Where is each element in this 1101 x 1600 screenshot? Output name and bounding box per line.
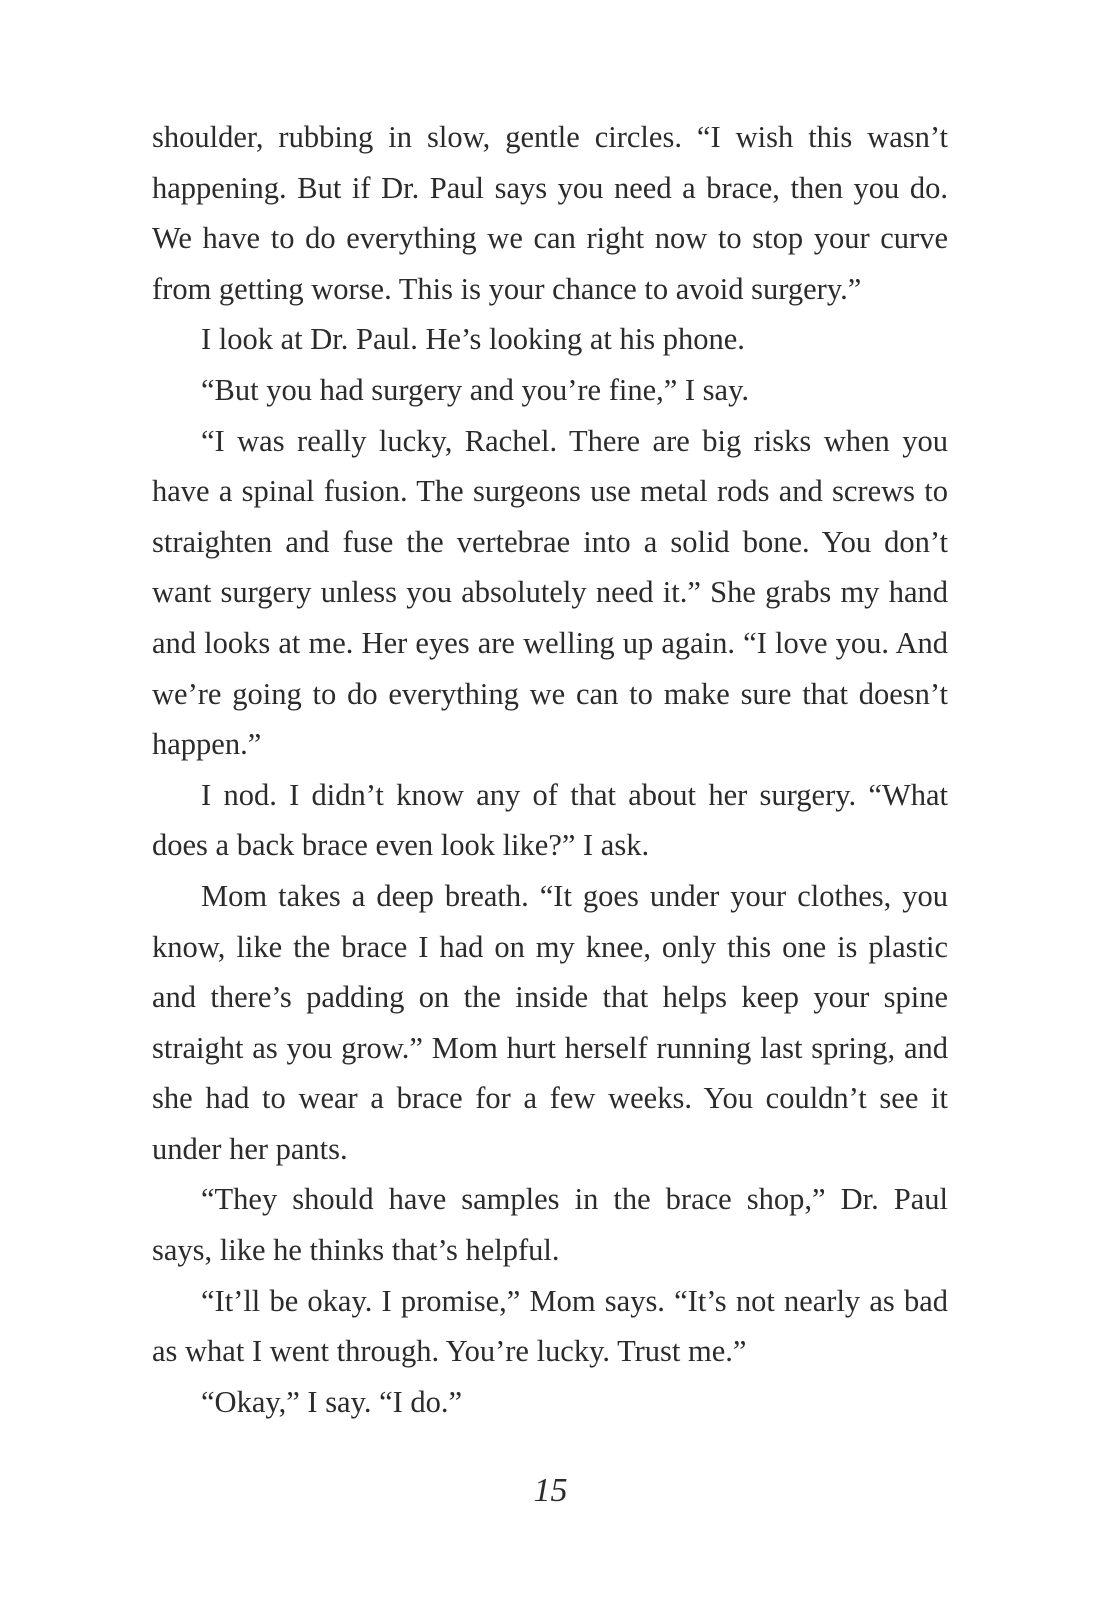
page-number: 15 [533, 1472, 568, 1509]
paragraph: “I was really lucky, Rachel. There are big risks when you have a spinal fusion. The surgeons use metal rods and screws to straighten and fuse the vertebrae into a solid bone. You don’t want surgery unless you absolutely need it.” She grabs my hand and looks at me. Her eyes are welling up again. “I love you. And we’re going to do everything we can to make sure that doesn’t happen.” [152, 423, 948, 762]
paragraph-continued: shoulder, rubbing in slow, gentle circles. “I wish this wasn’t happening. But if Dr. Paul says you need a brace, then you do. We have to do everything we can right now to stop your curve from getting worse. This is your chance to avoid surgery.” [152, 120, 948, 306]
body-text [152, 112, 948, 1427]
paragraph: I look at Dr. Paul. He’s looking at his phone. [201, 322, 745, 357]
paragraph: I nod. I didn’t know any of that about her surgery. “What does a back brace even look like?” I ask. [152, 777, 948, 863]
paragraph: “But you had surgery and you’re fine,” I say. [201, 372, 749, 407]
paragraph: “It’ll be okay. I promise,” Mom says. “It’s not nearly as bad as what I went through. You’re lucky. Trust me.” [152, 1283, 948, 1369]
paragraph: “Okay,” I say. “I do.” [201, 1384, 463, 1419]
paragraph: Mom takes a deep breath. “It goes under your clothes, you know, like the brace I had on my knee, only this one is plastic and there’s padding on the inside that helps keep your spine straight as you grow.” Mom hurt herself running last spring, and she had to wear a brace for a few weeks. You couldn’t see it under her pants. [152, 878, 948, 1166]
paragraph: “They should have samples in the brace shop,” Dr. Paul says, like he thinks that’s helpful. [152, 1182, 948, 1268]
